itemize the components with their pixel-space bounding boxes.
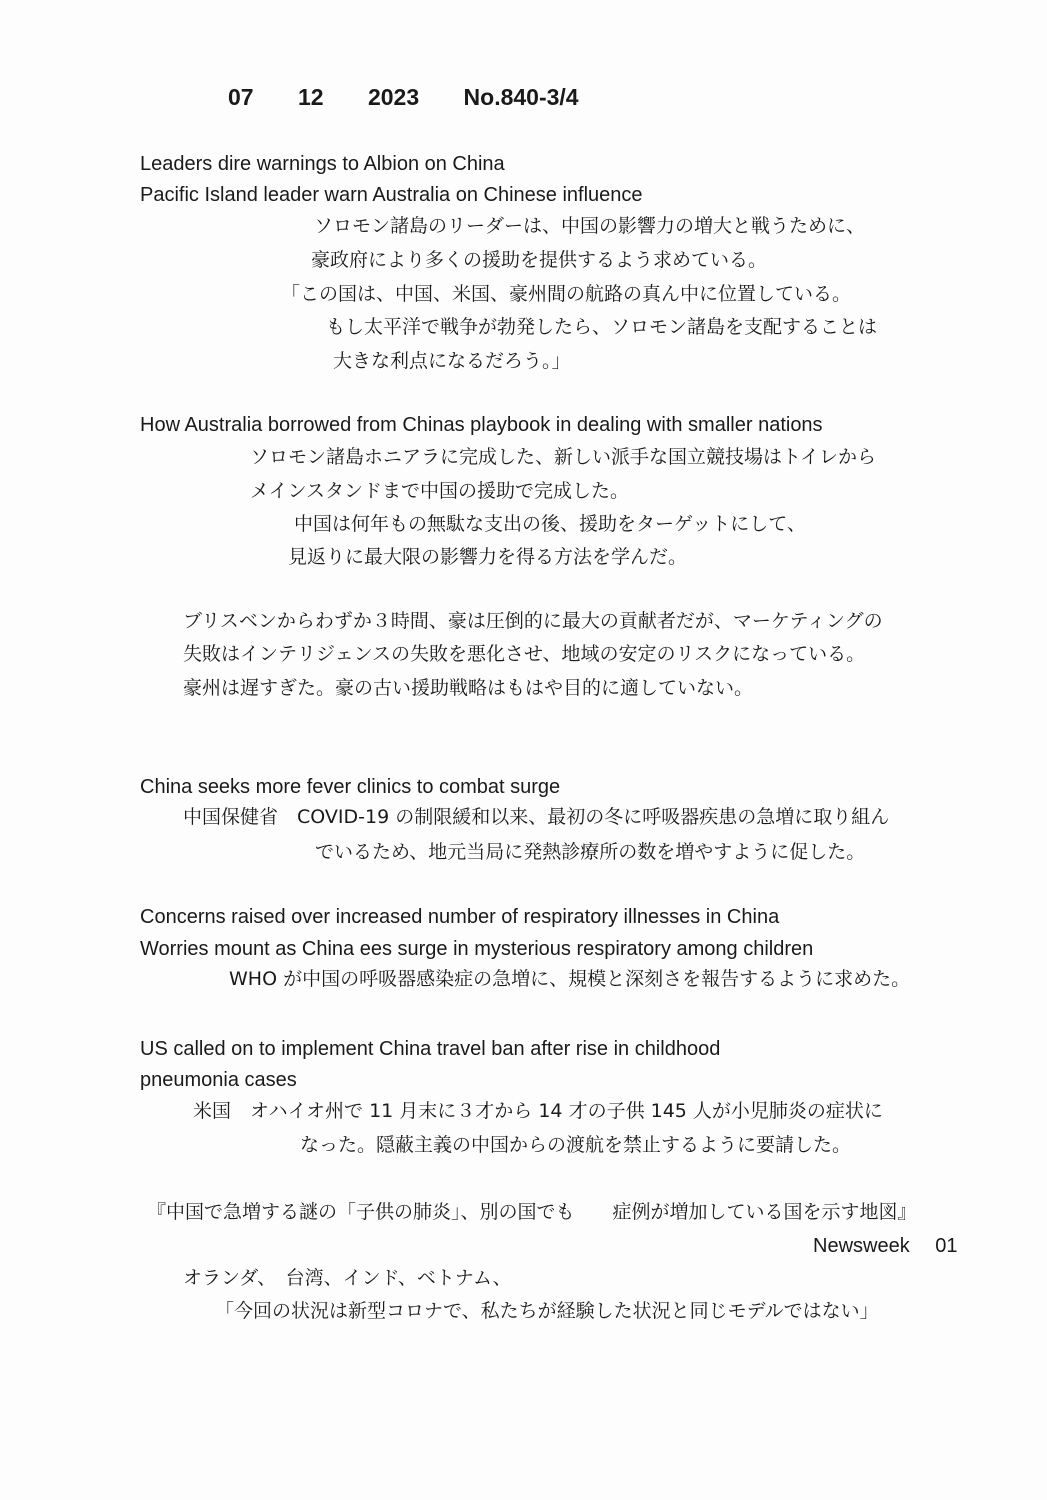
text-line: ソロモン諸島のリーダーは、中国の影響力の増大と戦うために、	[314, 215, 866, 237]
text-line: ブリスベンからわずか３時間、豪は圧倒的に最大の貢献者だが、マーケティングの	[183, 610, 883, 632]
text-line: でいるため、地元当局に発熱診療所の数を増やすように促した。	[315, 841, 866, 863]
text-line: ソロモン諸島ホニアラに完成した、新しい派手な国立競技場はトイレから	[250, 446, 877, 468]
text-line: US called on to implement China travel ban after rise in childhood	[140, 1038, 721, 1060]
text-line: 米国 オハイオ州で 11 月末に３才から 14 才の子供 145 人が小児肺炎の症状に	[193, 1100, 883, 1122]
date-day: 07	[228, 84, 254, 110]
document-number: No.840-3/4	[463, 84, 579, 110]
text-line: 見返りに最大限の影響力を得る方法を学んだ。	[288, 546, 688, 568]
text-line: WHO が中国の呼吸器感染症の急増に、規模と深刻さを報告するように求めた。	[229, 968, 911, 990]
text-line: 「この国は、中国、米国、豪州間の航路の真ん中に位置している。	[281, 283, 852, 305]
document-header	[228, 84, 579, 111]
text-line: もし太平洋で戦争が勃発したら、ソロモン諸島を支配することは	[326, 316, 878, 338]
text-line: Newsweek 01	[813, 1235, 958, 1257]
text-line: Leaders dire warnings to Albion on China	[140, 153, 505, 175]
text-line: pneumonia cases	[140, 1069, 297, 1091]
text-line: China seeks more fever clinics to combat surge	[140, 776, 561, 798]
text-line: Concerns raised over increased number of respiratory illnesses in China	[140, 906, 780, 928]
text-line: Pacific Island leader warn Australia on Chinese influence	[140, 184, 643, 206]
text-line: 豪州は遅すぎた。豪の古い援助戦略はもはや目的に適していない。	[183, 677, 754, 699]
text-line: なった。隠蔽主義の中国からの渡航を禁止するように要請した。	[300, 1134, 852, 1156]
date-year: 2023	[367, 84, 420, 110]
text-line: メインスタンドまで中国の援助で完成した。	[250, 480, 630, 502]
text-line: 『中国で急増する謎の「子供の肺炎」、別の国でも 症例が増加している国を示す地図』	[147, 1201, 917, 1223]
text-line: How Australia borrowed from Chinas playbook in dealing with smaller nations	[140, 414, 823, 436]
text-line: 豪政府により多くの援助を提供するよう求めている。	[311, 249, 768, 271]
text-line: 大きな利点になるだろう。」	[333, 350, 571, 372]
text-line: 「今回の状況は新型コロナで、私たちが経験した状況と同じモデルではない」	[215, 1300, 879, 1322]
text-line: Worries mount as China ees surge in mysterious respiratory among children	[140, 938, 814, 960]
date-month: 12	[297, 84, 324, 110]
text-line: 中国保健省 COVID-19 の制限緩和以来、最初の冬に呼吸器疾患の急増に取り組ん	[183, 806, 890, 828]
text-line: 中国は何年もの無駄な支出の後、援助をターゲットにして、	[294, 513, 806, 535]
text-line: オランダ、 台湾、インド、ベトナム、	[183, 1267, 512, 1289]
text-line: 失敗はインテリジェンスの失敗を悪化させ、地域の安定のリスクになっている。	[183, 643, 866, 665]
